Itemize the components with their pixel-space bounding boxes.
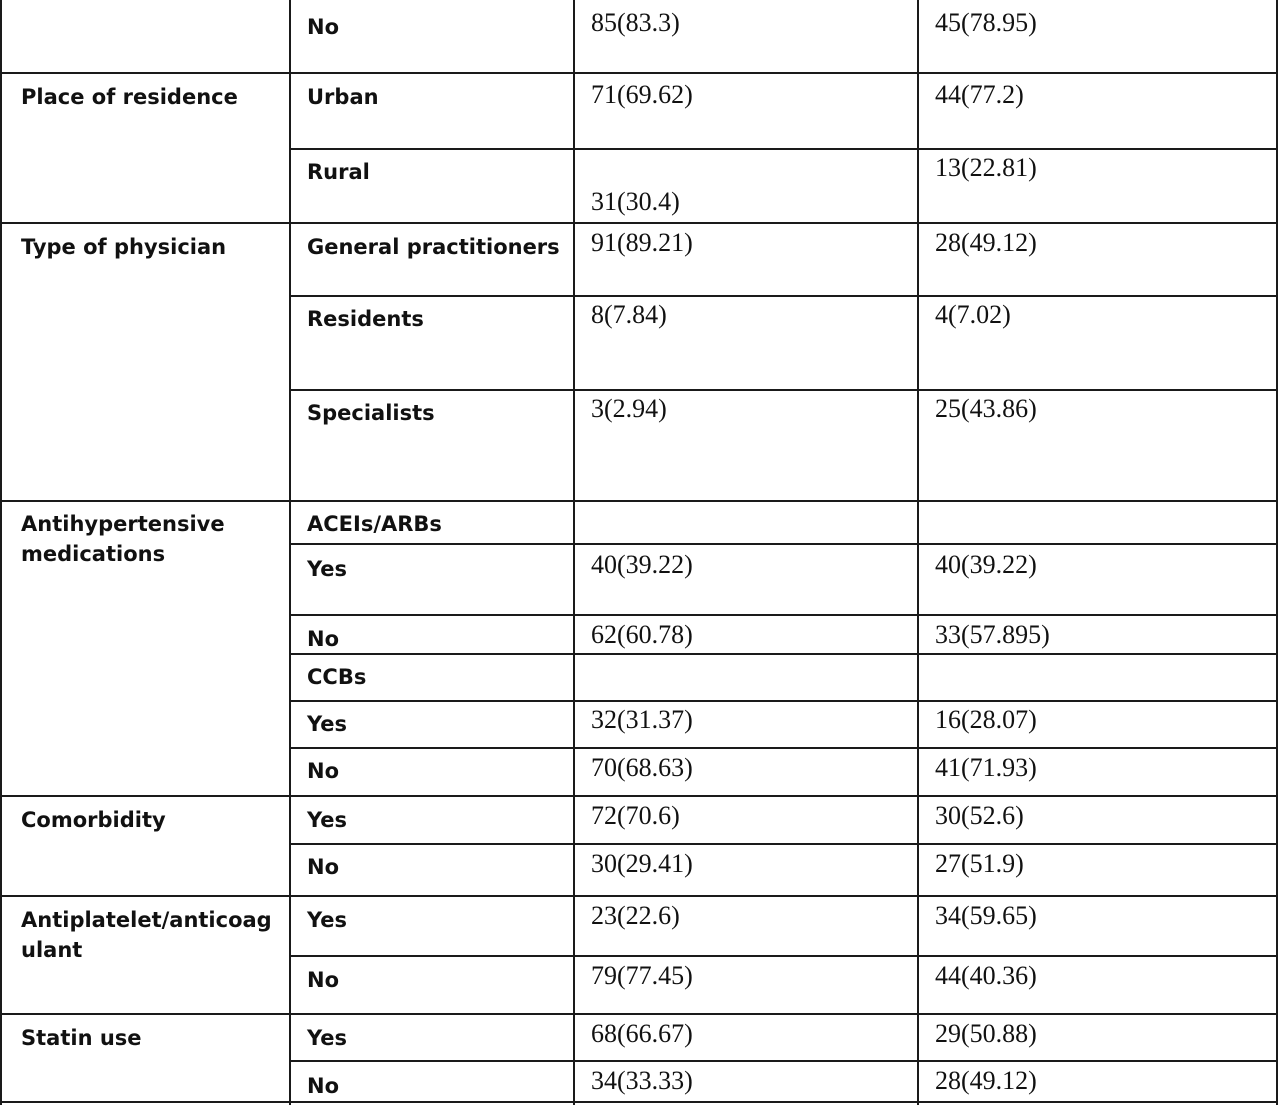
subgroup-label: No bbox=[307, 759, 340, 783]
table-cell-value: 45(78.95) bbox=[935, 8, 1037, 37]
table-cell-value: 34(59.65) bbox=[935, 901, 1037, 930]
table-row-divider bbox=[0, 1013, 1278, 1015]
table-cell-value: 71(69.62) bbox=[591, 80, 693, 109]
table-cell-value: 33(57.895) bbox=[935, 620, 1050, 649]
table-column-divider bbox=[917, 0, 919, 1105]
subgroup-label: No bbox=[307, 968, 340, 992]
table-subrow-divider bbox=[289, 148, 1278, 150]
table-bottom-border bbox=[0, 1101, 1278, 1103]
table-subrow-divider bbox=[289, 1060, 1278, 1062]
subgroup-label: No bbox=[307, 855, 340, 879]
subgroup-label: Yes bbox=[307, 1026, 348, 1050]
table-cell-value: 3(2.94) bbox=[591, 394, 667, 423]
subgroup-label: Urban bbox=[307, 85, 379, 109]
subgroup-label: Yes bbox=[307, 712, 348, 736]
table-subrow-divider bbox=[289, 700, 1278, 702]
table-row-divider bbox=[0, 500, 1278, 502]
table-column-divider bbox=[573, 0, 575, 1105]
table-subrow-divider bbox=[289, 955, 1278, 957]
subgroup-label: Specialists bbox=[307, 401, 435, 425]
table-cell-value: 4(7.02) bbox=[935, 300, 1011, 329]
table-cell-value: 27(51.9) bbox=[935, 849, 1024, 878]
table-subrow-divider bbox=[289, 843, 1278, 845]
table-left-border bbox=[0, 0, 2, 1105]
table-cell-value: 85(83.3) bbox=[591, 8, 680, 37]
table-subrow-divider bbox=[289, 543, 1278, 545]
table-column-divider bbox=[289, 0, 291, 1105]
category-label: Place of residence bbox=[21, 85, 238, 109]
table-cell-value: 44(77.2) bbox=[935, 80, 1024, 109]
table-cell-value: 13(22.81) bbox=[935, 153, 1037, 182]
subgroup-label: Residents bbox=[307, 307, 424, 331]
table-right-border bbox=[1276, 0, 1278, 1105]
category-label: Statin use bbox=[21, 1026, 142, 1050]
category-label: Antiplatelet/anticoag ulant bbox=[21, 908, 280, 962]
table-cell-value: 72(70.6) bbox=[591, 801, 680, 830]
table-cell-value: 32(31.37) bbox=[591, 705, 693, 734]
category-label: Antihypertensive medications bbox=[21, 512, 232, 566]
table-cell-value: 62(60.78) bbox=[591, 620, 693, 649]
table-cell-value: 44(40.36) bbox=[935, 961, 1037, 990]
table-row-divider bbox=[0, 795, 1278, 797]
table-row-divider bbox=[0, 72, 1278, 74]
table-cell-value: 8(7.84) bbox=[591, 300, 667, 329]
table-cell-value: 30(52.6) bbox=[935, 801, 1024, 830]
subgroup-label: ACEIs/ARBs bbox=[307, 512, 442, 536]
table-cell-value: 28(49.12) bbox=[935, 228, 1037, 257]
table-cell-value: 34(33.33) bbox=[591, 1066, 693, 1095]
table-subrow-divider bbox=[289, 614, 1278, 616]
subgroup-label: Yes bbox=[307, 557, 348, 581]
subgroup-label: General practitioners bbox=[307, 235, 560, 259]
category-label: Type of physician bbox=[21, 235, 227, 259]
table-cell-value: 30(29.41) bbox=[591, 849, 693, 878]
subgroup-label: CCBs bbox=[307, 665, 367, 689]
subgroup-label: No bbox=[307, 15, 340, 39]
table-cell-value: 16(28.07) bbox=[935, 705, 1037, 734]
table-cell-value: 23(22.6) bbox=[591, 901, 680, 930]
table-cell-value: 70(68.63) bbox=[591, 753, 693, 782]
table-cell-value: 28(49.12) bbox=[935, 1066, 1037, 1095]
table-subrow-divider bbox=[289, 653, 1278, 655]
table-cell-value: 91(89.21) bbox=[591, 228, 693, 257]
subgroup-label: No bbox=[307, 627, 340, 651]
table-cell-value: 25(43.86) bbox=[935, 394, 1037, 423]
table-row-divider bbox=[0, 222, 1278, 224]
category-label: Comorbidity bbox=[21, 808, 166, 832]
table-subrow-divider bbox=[289, 295, 1278, 297]
table-cell-value: 31(30.4) bbox=[591, 187, 680, 216]
subgroup-label: Yes bbox=[307, 808, 348, 832]
table-subrow-divider bbox=[289, 389, 1278, 391]
subgroup-label: No bbox=[307, 1074, 340, 1098]
table-row-divider bbox=[0, 895, 1278, 897]
subgroup-label: Rural bbox=[307, 160, 370, 184]
table-cell-value: 40(39.22) bbox=[591, 550, 693, 579]
table-subrow-divider bbox=[289, 747, 1278, 749]
table-cell-value: 68(66.67) bbox=[591, 1019, 693, 1048]
table-cell-value: 41(71.93) bbox=[935, 753, 1037, 782]
subgroup-label: Yes bbox=[307, 908, 348, 932]
table-cell-value: 29(50.88) bbox=[935, 1019, 1037, 1048]
table-cell-value: 79(77.45) bbox=[591, 961, 693, 990]
table-cell-value: 40(39.22) bbox=[935, 550, 1037, 579]
